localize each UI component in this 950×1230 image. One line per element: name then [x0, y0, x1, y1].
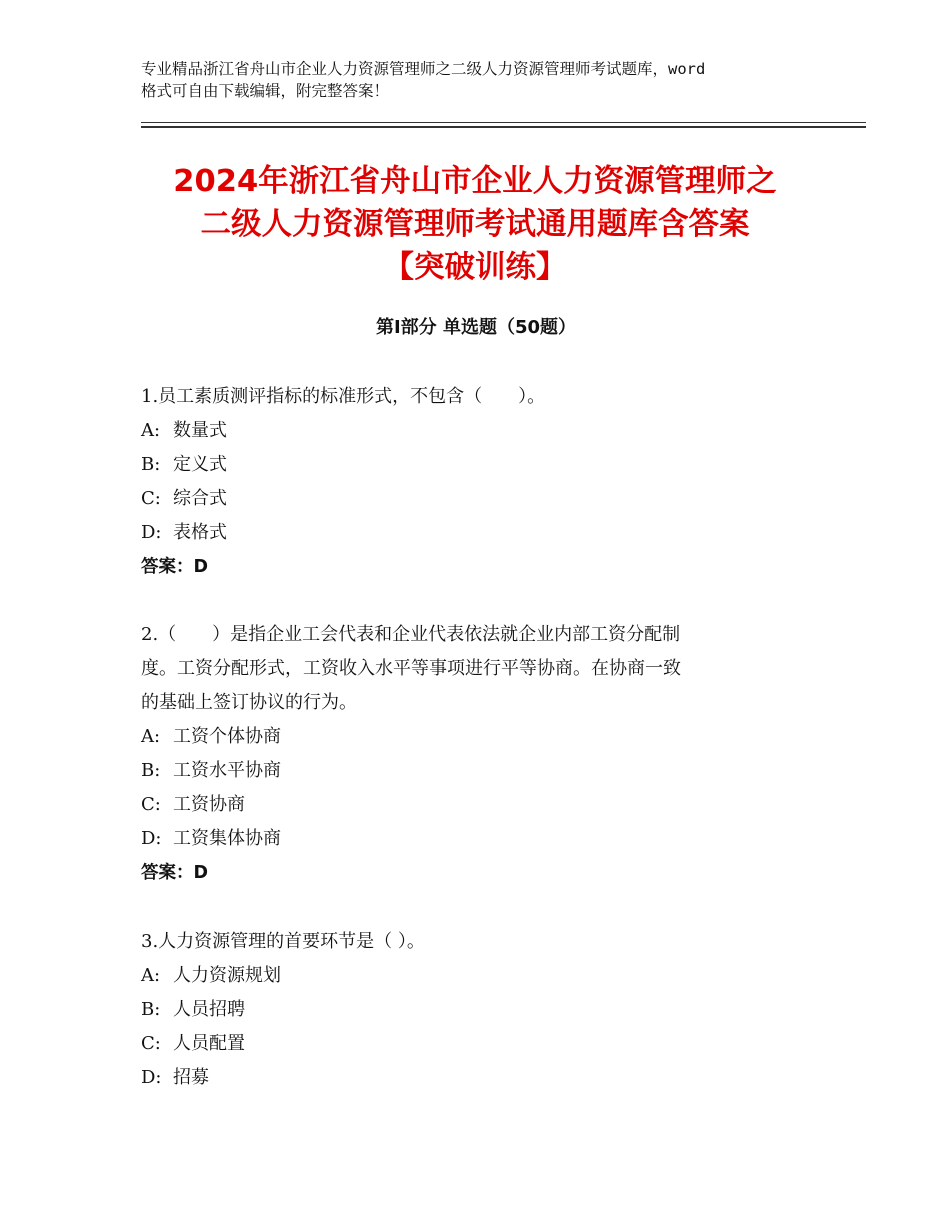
option-d	[141, 516, 811, 550]
title-line: 【突破训练】	[383, 250, 567, 285]
option-letter: D:	[141, 828, 162, 849]
option-a	[141, 720, 811, 754]
header-rule-thin	[141, 122, 866, 123]
option-letter: B:	[141, 454, 161, 475]
answer-line: 答案：D	[141, 557, 209, 577]
option-letter: A:	[141, 726, 161, 747]
option-a	[141, 414, 811, 448]
option-d	[141, 1061, 811, 1095]
option-d	[141, 822, 811, 856]
option-letter: A:	[141, 420, 161, 441]
option-text: 工资个体协商	[173, 726, 281, 747]
option-c	[141, 1027, 811, 1061]
section-heading: 第Ⅰ部分 单选题（50题）	[375, 317, 576, 338]
question-2	[141, 618, 811, 890]
option-letter: D:	[141, 1067, 162, 1088]
option-text: 人员配置	[173, 1033, 245, 1054]
header-note-line: 专业精品浙江省舟山市企业人力资源管理师之二级人力资源管理师考试题库，word	[141, 60, 706, 78]
option-b	[141, 448, 811, 482]
option-b	[141, 993, 811, 1027]
answer-line: 答案：D	[141, 863, 209, 883]
option-a	[141, 959, 811, 993]
option-letter: B:	[141, 760, 161, 781]
option-c	[141, 482, 811, 516]
option-text: 招募	[173, 1067, 209, 1088]
header-note	[141, 58, 831, 102]
question-1	[141, 380, 811, 584]
option-c	[141, 788, 811, 822]
option-letter: C:	[141, 1033, 161, 1054]
option-letter: B:	[141, 999, 161, 1020]
question-text-line: 3.人力资源管理的首要环节是（ ）。	[141, 931, 425, 952]
option-text: 人员招聘	[173, 999, 245, 1020]
header-note-line: 格式可自由下载编辑，附完整答案！	[141, 82, 390, 100]
option-letter: A:	[141, 965, 161, 986]
option-letter: C:	[141, 488, 161, 509]
option-text: 人力资源规划	[173, 965, 281, 986]
option-letter: D:	[141, 522, 162, 543]
option-text: 定义式	[173, 454, 227, 475]
title-line: 2024年浙江省舟山市企业人力资源管理师之	[173, 164, 777, 199]
option-text: 综合式	[173, 488, 227, 509]
question-text-line: 的基础上签订协议的行为。	[141, 692, 357, 713]
question-text	[141, 618, 811, 720]
question-3	[141, 925, 811, 1095]
header-rule-thick	[141, 126, 866, 128]
question-text	[141, 380, 811, 414]
option-text: 工资集体协商	[173, 828, 281, 849]
option-letter: C:	[141, 794, 161, 815]
title-line: 二级人力资源管理师考试通用题库含答案	[200, 207, 750, 242]
question-text-line: 度。工资分配形式，工资收入水平等事项进行平等协商。在协商一致	[141, 658, 681, 679]
option-text: 数量式	[173, 420, 227, 441]
option-text: 工资协商	[173, 794, 245, 815]
option-b	[141, 754, 811, 788]
document-title	[100, 160, 850, 289]
question-text-line: 2.（ ）是指企业工会代表和企业代表依法就企业内部工资分配制	[141, 624, 681, 645]
option-text: 工资水平协商	[173, 760, 281, 781]
question-text	[141, 925, 811, 959]
option-text: 表格式	[173, 522, 227, 543]
question-text-line: 1.员工素质测评指标的标准形式，不包含（ ）。	[141, 386, 546, 407]
